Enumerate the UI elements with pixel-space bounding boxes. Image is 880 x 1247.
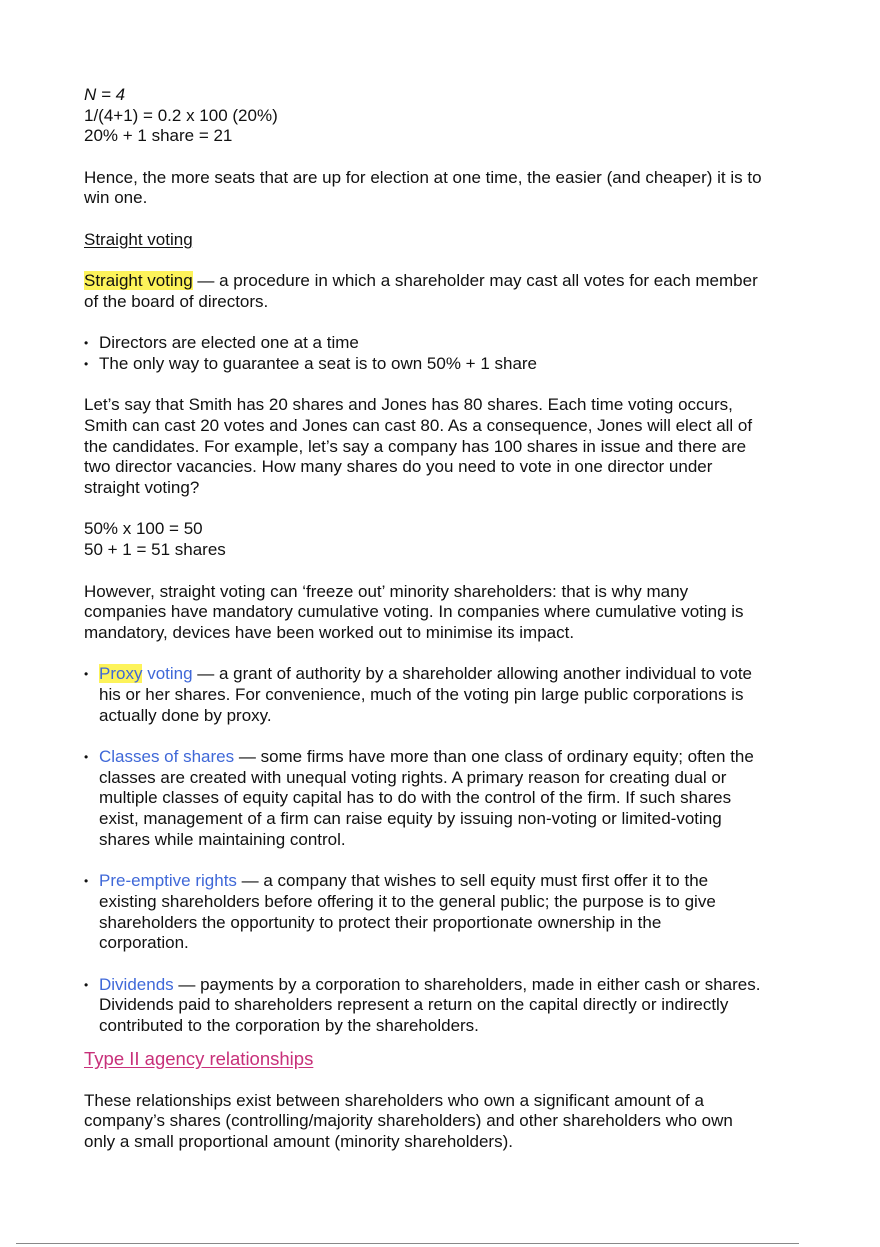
bullet-icon: •	[84, 874, 89, 889]
bullet-icon: •	[84, 667, 89, 682]
term: Pre-emptive rights	[99, 871, 237, 891]
type-ii-paragraph	[84, 1091, 804, 1153]
text-line: company’s shares (controlling/majority shareholders) and other shareholders who own	[84, 1111, 733, 1131]
text-line: Smith can cast 20 votes and Jones can cast 80. As a consequence, Jones will elect all of	[84, 416, 753, 435]
heading-text: Type II agency relationships	[84, 1047, 314, 1069]
text-line: shareholders the opportunity to protect their proportionate ownership in the	[99, 912, 662, 932]
term: Classes of shares	[99, 747, 235, 766]
bullet-icon: •	[84, 356, 89, 371]
text-line: Let’s say that Smith has 20 shares and Jones has 80 shares. Each time voting occurs,	[84, 395, 733, 415]
text-line: only a small proportional amount (minority shareholders).	[84, 1132, 513, 1151]
list-item: • The only way to guarantee a seat is to own 50% + 1 share	[84, 353, 538, 373]
paragraph-hence	[84, 168, 804, 209]
bullet-item-pre-emptive-rights: • Pre-emptive rights — a company that wishes to sell equity must first offer it to the existing shareholders before offering it to the general public; the purpose is to give shareholders the opportunity to protect their proportionate ownership in the corporation.	[84, 871, 804, 954]
text-line: existing shareholders before offering it to the general public; the purpose is to give	[99, 891, 716, 911]
page-divider	[16, 1243, 799, 1244]
bullet-item-proxy-voting: • Proxy voting — a grant of authority by a shareholder allowing another individual to vote his or her shares. For convenience, much of the voting pin large public corporations is actually done by proxy.	[84, 664, 804, 726]
text-line: These relationships exist between shareholders who own a significant amount of a	[84, 1090, 704, 1110]
text-line: of the board of directors.	[84, 291, 269, 311]
text-line: corporation.	[99, 933, 189, 953]
highlighted-term: Straight voting	[84, 271, 193, 291]
term-highlight: Proxy	[99, 664, 143, 684]
text-line: shares while maintaining control.	[99, 829, 346, 849]
text-line: However, straight voting can ‘freeze out’ minority shareholders: that is why many	[84, 581, 689, 601]
definition-text: — a procedure in which a shareholder may cast all votes for each member	[192, 271, 758, 291]
document-page	[84, 85, 804, 1153]
text-line: actually done by proxy.	[99, 705, 272, 725]
list-item: • Directors are elected one at a time	[84, 333, 359, 353]
text-line: 1/(4+1) = 0.2 x 100 (20%)	[84, 105, 278, 125]
text-line: Dividends paid to shareholders represent a return on the capital directly or indirectly	[99, 995, 729, 1015]
text-line: classes are created with unequal voting rights. A primary reason for creating dual or	[99, 767, 727, 787]
however-paragraph	[84, 582, 804, 644]
text-line: N = 4	[84, 85, 126, 104]
text-line: Hence, the more seats that are up for election at one time, the easier (and cheaper) it is to	[84, 167, 762, 187]
text-line: multiple classes of equity capital has to do with the control of the firm. If such shares	[99, 788, 732, 808]
term: voting	[142, 664, 193, 684]
section-heading-type-ii	[84, 1047, 804, 1071]
definition-paragraph	[84, 271, 804, 312]
text-line: the candidates. For example, let’s say a company has 100 shares in issue and there are	[84, 436, 747, 456]
calc-block-2	[84, 519, 804, 560]
example-paragraph	[84, 395, 804, 498]
bullet-icon: •	[84, 977, 89, 992]
text-line: mandatory, devices have been worked out to minimise its impact.	[84, 622, 575, 642]
text-line: 50 + 1 = 51 shares	[84, 540, 226, 560]
calc-block-1	[84, 85, 804, 147]
text-line: contributed to the corporation by the shareholders.	[99, 1015, 479, 1035]
text-line: straight voting?	[84, 478, 200, 498]
text-line: 50% x 100 = 50	[84, 519, 203, 539]
text-line: companies have mandatory cumulative voting. In companies where cumulative voting is	[84, 602, 744, 622]
bullet-item-classes-of-shares: • Classes of shares — some firms have more than one class of ordinary equity; often the classes are created with unequal voting rights. A primary reason for creating dual or multiple classes of equity capital has to do with the control of the firm. If such shares exist, management of a firm can raise equity by issuing non-voting or limited-voting shares while maintaining control.	[84, 747, 804, 850]
text-line: 20% + 1 share = 21	[84, 126, 233, 146]
bullet-icon: •	[84, 750, 89, 764]
text-line: win one.	[84, 188, 148, 208]
bullet-list-1	[84, 333, 804, 374]
text-line: his or her shares. For convenience, much of the voting pin large public corporations is	[99, 684, 744, 704]
text-line: exist, management of a firm can raise equity by issuing non-voting or limited-voting	[99, 809, 722, 829]
term: Dividends	[99, 974, 174, 994]
bullet-icon: •	[84, 336, 89, 351]
text-line: two director vacancies. How many shares do you need to vote in one director under	[84, 457, 713, 477]
section-heading	[84, 230, 804, 251]
bullet-item-dividends: • Dividends — payments by a corporation to shareholders, made in either cash or shares. Dividends paid to shareholders represent a return on the capital directly or indirectly contributed to the corporation by the shareholders.	[84, 975, 804, 1037]
heading-text: Straight voting	[84, 229, 193, 249]
